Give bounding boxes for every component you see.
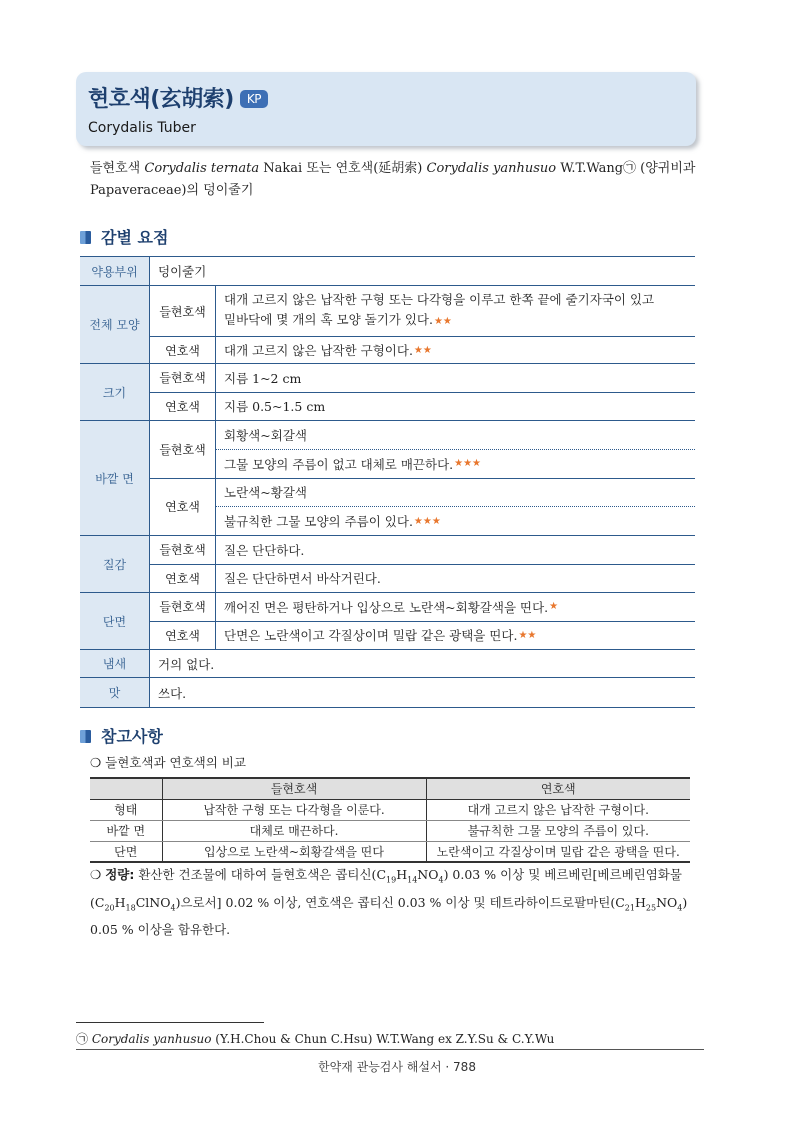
star-rating: ★★ xyxy=(433,316,452,327)
quantification-note: ❍ 정량: 환산한 건조물에 대하여 들현호색은 콥티신$(C_{19}H_{14}NO_4)$ 0.03 % 이상 및 베르베린[베르베린염화물 $(C_{20}H_{18}ClNO_4)$으로서] 0.02 % 이상, 연호색은 콥티신 0.03 % 이상 및 테트라하이드로팔마틴$(C_{21}H_{25}NO_4)$ 0.05 % 이상을 함유한다. xyxy=(90,867,688,937)
species-name: Corydalis yanhusuo xyxy=(426,161,557,176)
row-category: 냄새 xyxy=(80,650,150,677)
species-name: Corydalis ternata xyxy=(144,161,260,176)
section-heading-key-points xyxy=(80,225,168,248)
row-value: 단면은 노란색이고 각질상이며 밀랍 같은 광택을 띤다. ★★ xyxy=(224,628,537,644)
title-text: 현호색(玄胡索) xyxy=(88,87,234,112)
row-value: 불규칙한 그물 모양의 주름이 있다. ★★★ xyxy=(216,506,695,535)
row-value: 노란색~황갈색 xyxy=(224,485,307,501)
page-divider xyxy=(76,1049,704,1050)
intro-paragraph xyxy=(90,158,700,202)
table-cell: 노란색이고 각질상이며 밀랍 같은 광택을 띤다. xyxy=(426,841,690,862)
row-value: 대개 고르지 않은 납작한 구형이다. ★★ xyxy=(224,343,432,358)
star-rating: ★ xyxy=(549,601,559,613)
cube-icon xyxy=(80,730,91,743)
row-value: 덩이줄기 xyxy=(158,264,207,279)
table-cell: 대개 고르지 않은 납작한 구형이다. xyxy=(426,799,690,820)
kp-badge: KP xyxy=(240,90,268,108)
row-value: 쓰다. xyxy=(158,685,187,701)
species-name: Corydalis yanhusuo xyxy=(91,1032,212,1046)
footer-title: 한약재 관능검사 해설서 xyxy=(318,1060,442,1074)
comparison-table xyxy=(90,777,690,863)
table-cell: 불규칙한 그물 모양의 주름이 있다. xyxy=(426,820,690,841)
species-label: 연호색 xyxy=(150,337,216,363)
species-label: 들현호색 xyxy=(150,364,216,392)
row-value: 질은 단단하면서 바삭거린다. xyxy=(224,571,381,587)
intro-text: Nakai 또는 연호색(延胡索) xyxy=(259,161,427,176)
row-header: 바깥 면 xyxy=(90,820,162,841)
page-footer: 한약재 관능검사 해설서 · 788 xyxy=(318,1060,476,1074)
column-header: 연호색 xyxy=(426,778,690,799)
column-header xyxy=(90,778,162,799)
compare-title: ❍ 들현호색과 연호색의 비교 xyxy=(90,755,246,770)
table-row xyxy=(80,286,695,364)
star-rating: ★★★ xyxy=(454,458,482,470)
table-row xyxy=(80,364,695,421)
row-category: 맛 xyxy=(80,678,150,707)
section-heading-references xyxy=(80,724,163,747)
row-value: 거의 없다. xyxy=(158,656,215,672)
section-title: 참고사항 xyxy=(101,727,163,746)
intro-text: 들현호색 xyxy=(90,161,145,176)
row-value: 대개 고르지 않은 납작한 구형 또는 다각형을 이루고 한쪽 끝에 줄기자국이 있고 밑바닥에 몇 개의 혹 모양 돌기가 있다.★★ xyxy=(224,292,655,327)
row-header: 형태 xyxy=(90,799,162,820)
page-title xyxy=(88,82,268,113)
species-label: 들현호색 xyxy=(150,421,216,478)
row-value: 지름 1~2 cm xyxy=(224,370,302,386)
table-row xyxy=(80,421,695,536)
row-category: 크기 xyxy=(80,364,150,420)
row-value: 회황색~회갈색 xyxy=(224,427,307,443)
species-label: 연호색 xyxy=(150,479,216,536)
star-rating: ★★★ xyxy=(413,515,441,527)
species-label: 연호색 xyxy=(150,565,216,593)
row-value: 질은 단단하다. xyxy=(224,542,305,558)
table-row xyxy=(80,650,695,678)
row-category: 전체 모양 xyxy=(80,286,150,363)
species-label: 연호색 xyxy=(150,622,216,650)
row-category: 바깥 면 xyxy=(80,421,150,535)
section-title: 감별 요점 xyxy=(101,228,169,247)
table-row xyxy=(90,799,690,820)
intro-text: Papaveraceae)의 덩이줄기 xyxy=(90,183,254,198)
row-value: 그물 모양의 주름이 없고 대체로 매끈하다. ★★★ xyxy=(216,449,695,478)
species-label: 연호색 xyxy=(150,393,216,421)
page-subtitle: Corydalis Tuber xyxy=(88,120,196,136)
table-row xyxy=(80,257,695,286)
column-header: 들현호색 xyxy=(162,778,426,799)
row-category: 약용부위 xyxy=(80,257,150,285)
title-box xyxy=(76,72,696,146)
table-row xyxy=(80,678,695,707)
star-rating: ★★ xyxy=(518,629,537,641)
intro-text: W.T.Wang㉠ (양귀비과 xyxy=(556,161,696,176)
table-row xyxy=(80,536,695,593)
table-row xyxy=(90,841,690,862)
table-header-row xyxy=(90,778,690,799)
table-cell: 입상으로 노란색~회황갈색을 띤다 xyxy=(162,841,426,862)
row-category: 단면 xyxy=(80,593,150,649)
species-label: 들현호색 xyxy=(150,593,216,621)
row-header: 단면 xyxy=(90,841,162,862)
row-value: 지름 0.5~1.5 cm xyxy=(224,399,326,415)
species-label: 들현호색 xyxy=(150,536,216,564)
footnote-divider xyxy=(76,1022,264,1023)
star-rating: ★★ xyxy=(413,344,432,356)
table-row xyxy=(90,820,690,841)
identification-table xyxy=(80,256,695,708)
note-label: 정량: xyxy=(105,867,135,882)
page-number: 788 xyxy=(453,1060,476,1074)
row-value: 깨어진 면은 평탄하거나 입상으로 노란색~회황갈색을 띤다. ★ xyxy=(224,599,559,615)
species-label: 들현호색 xyxy=(150,286,216,336)
table-cell: 납작한 구형 또는 다각형을 이룬다. xyxy=(162,799,426,820)
table-row xyxy=(80,593,695,650)
cube-icon xyxy=(80,231,91,244)
table-cell: 대체로 매끈하다. xyxy=(162,820,426,841)
footnote: ㉠ Corydalis yanhusuo (Y.H.Chou & Chun C.Hsu) W.T.Wang ex Z.Y.Su & C.Y.Wu xyxy=(76,1032,555,1046)
row-category: 질감 xyxy=(80,536,150,592)
